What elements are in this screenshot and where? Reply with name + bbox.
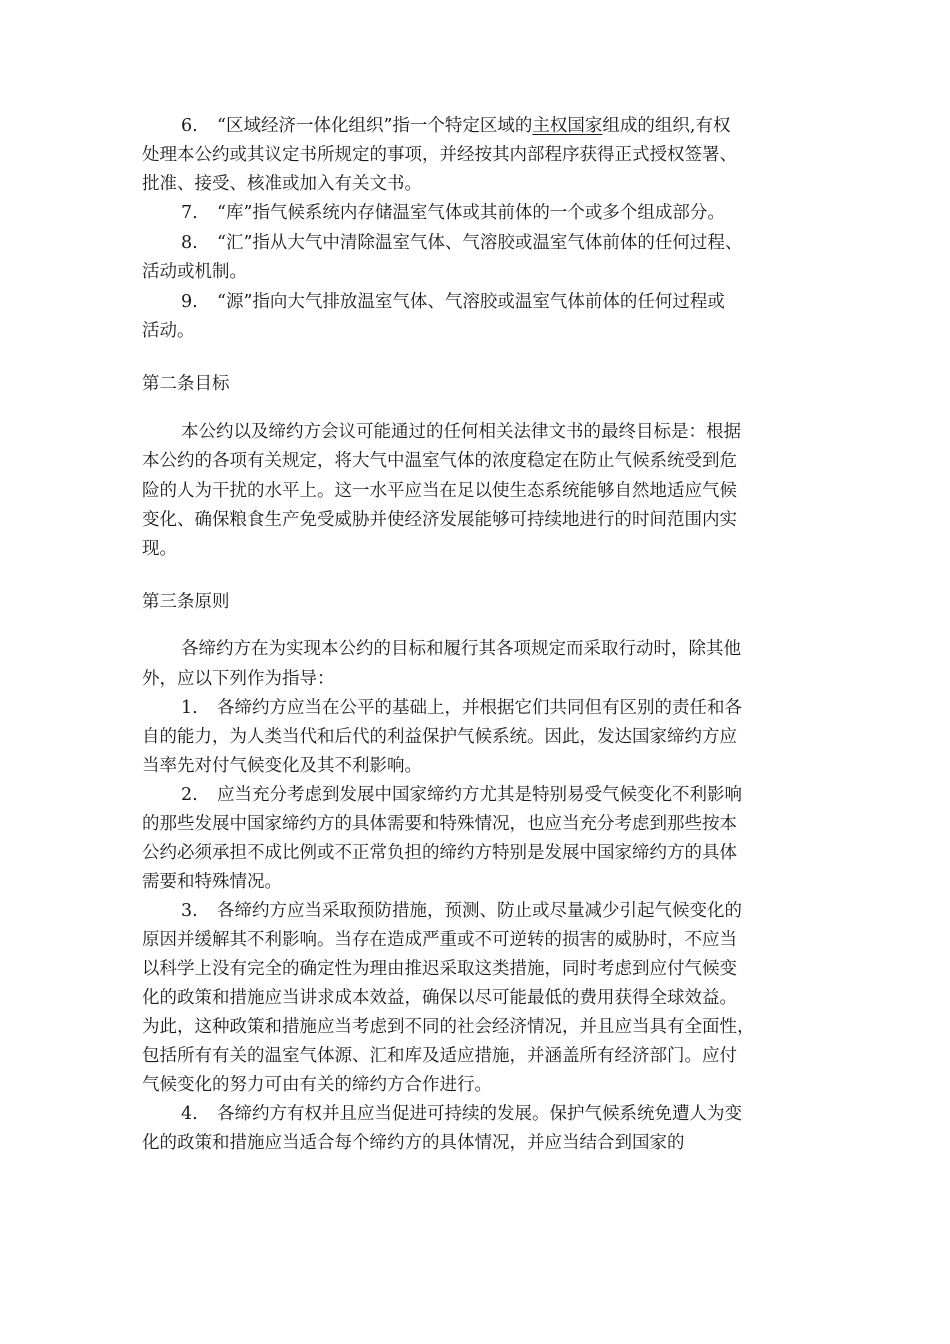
text-line: 外，应以下列作为指导： <box>142 669 335 689</box>
item-number: 6. <box>181 116 198 136</box>
text-line: 批准、接受、核准或加入有关文书。 <box>142 174 422 194</box>
text-line: 变化、确保粮食生产免受威胁并使经济发展能够可持续地进行的时间范围内实 <box>142 510 737 530</box>
text-line: 各缔约方在为实现本公约的目标和履行其各项规定而采取行动时，除其他 <box>181 639 741 659</box>
text-line: 气候变化的努力可由有关的缔约方合作进行。 <box>142 1075 492 1095</box>
text-line: 的那些发展中国家缔约方的具体需要和特殊情况，也应当充分考虑到那些按本 <box>142 814 737 834</box>
text-line: 原因并缓解其不利影响。当存在造成严重或不可逆转的损害的威胁时，不应当 <box>142 930 737 950</box>
text-line: 化的政策和措施应当讲求成本效益，确保以尽可能最低的费用获得全球效益。 <box>142 988 737 1008</box>
underlined-term: 主权国家 <box>532 116 603 136</box>
principle-4: 4. 各缔约方有权并且应当促进可持续的发展。保护气候系统免遭人为变 <box>181 1100 742 1129</box>
definition-9: 9. “源”指向大气排放温室气体、气溶胶或温室气体前体的任何过程或 <box>181 288 725 317</box>
definition-8: 8. “汇”指从大气中清除温室气体、气溶胶或温室气体前体的任何过程、 <box>181 229 742 258</box>
text-line: 险的人为干扰的水平上。这一水平应当在足以使生态系统能够自然地适应气候 <box>142 481 737 501</box>
text-line: 公约必须承担不成比例或不正常负担的缔约方特别是发展中国家缔约方的具体 <box>142 843 737 863</box>
item-number: 7. <box>181 203 198 223</box>
definition-6: 6. “区域经济一体化组织”指一个特定区域的主权国家组成的组织,有权 <box>181 112 730 141</box>
text-line: 当率先对付气候变化及其不利影响。 <box>142 756 422 776</box>
text-line: 活动。 <box>142 321 195 341</box>
principle-3: 3. 各缔约方应当采取预防措施，预测、防止或尽量减少引起气候变化的 <box>181 897 742 926</box>
item-number: 9. <box>181 292 198 312</box>
text-line: 现。 <box>142 539 177 559</box>
text-line: 处理本公约或其议定书所规定的事项，并经按其内部程序获得正式授权签署、 <box>142 145 737 165</box>
article-3-heading: 第三条原则 <box>142 592 230 612</box>
text-line: 自的能力，为人类当代和后代的利益保护气候系统。因此，发达国家缔约方应 <box>142 727 737 747</box>
item-number: 4. <box>181 1104 198 1124</box>
item-number: 1. <box>181 698 198 718</box>
text-line: 本公约以及缔约方会议可能通过的任何相关法律文书的最终目标是：根据 <box>181 422 741 442</box>
text-line: 活动或机制。 <box>142 262 247 282</box>
principle-1: 1. 各缔约方应当在公平的基础上，并根据它们共同但有区别的责任和各 <box>181 694 742 723</box>
text-line: 化的政策和措施应当适合每个缔约方的具体情况，并应当结合到国家的 <box>142 1133 685 1153</box>
principle-2: 2. 应当充分考虑到发展中国家缔约方尤其是特别易受气候变化不利影响 <box>181 781 742 810</box>
text-line: 需要和特殊情况。 <box>142 872 282 892</box>
article-2-heading: 第二条目标 <box>142 374 230 394</box>
item-number: 3. <box>181 901 198 921</box>
text-line: 包括所有有关的温室气体源、汇和库及适应措施，并涵盖所有经济部门。应付 <box>142 1046 737 1066</box>
text-line: 本公约的各项有关规定，将大气中温室气体的浓度稳定在防止气候系统受到危 <box>142 451 737 471</box>
item-number: 8. <box>181 233 198 253</box>
text-line: 为此，这种政策和措施应当考虑到不同的社会经济情况，并且应当具有全面性， <box>142 1017 755 1037</box>
definition-7: 7. “库”指气候系统内存储温室气体或其前体的一个或多个组成部分。 <box>181 199 725 228</box>
item-number: 2. <box>181 785 198 805</box>
text-line: 以科学上没有完全的确定性为理由推迟采取这类措施，同时考虑到应付气候变 <box>142 959 737 979</box>
